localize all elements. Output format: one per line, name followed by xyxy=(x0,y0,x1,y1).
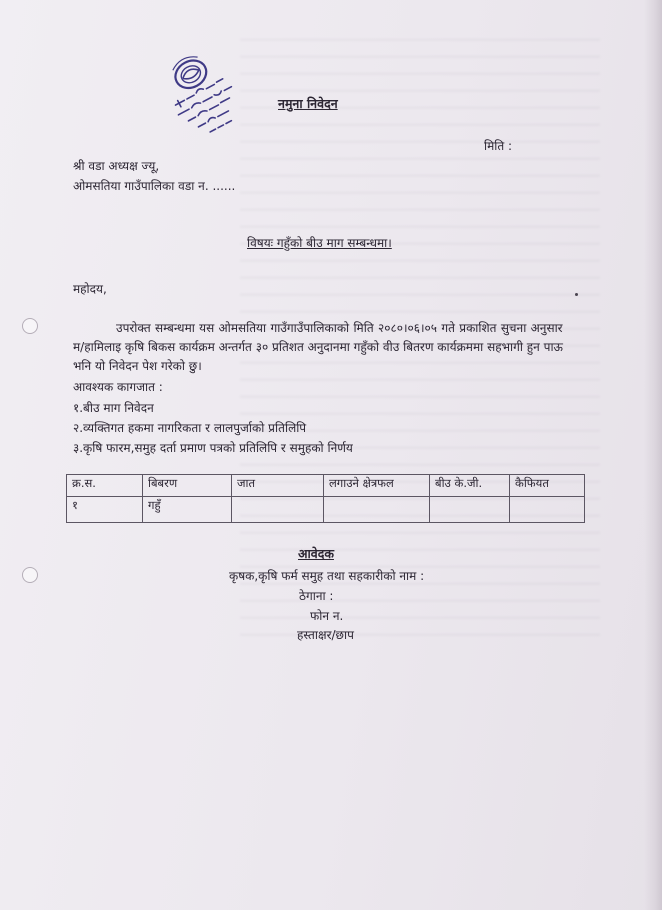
body-line-2: म/हामिलाइ कृषि बिकस कार्यक्रम अन्तर्गत ३० प्रतिशत अनुदानमा गहुँको वीउ बितरण कार्यक्रममा सहभागी हुन पाऊ xyxy=(73,340,563,354)
applicant-signature-label: हस्ताक्षर/छाप xyxy=(297,628,354,642)
page-edge-shadow xyxy=(644,0,662,910)
header-variety: जात xyxy=(232,475,324,497)
cell-planting-area xyxy=(324,497,430,523)
header-description: बिबरण xyxy=(143,475,232,497)
cell-seed-kg xyxy=(430,497,510,523)
cell-description: गहुँ xyxy=(143,497,232,523)
punch-hole-top xyxy=(22,318,38,334)
body-line-1: उपरोक्त सम्बन्धमा यस ओमसतिया गाउँगाउँपालिकाको मिति २०८०।०६।०५ गते प्रकाशित सुचना अनुसार xyxy=(116,321,563,335)
document-item: ३.कृषि फारम,समुह दर्ता प्रमाण पत्रको प्रतिलिपि र समुहको निर्णय xyxy=(73,441,353,455)
applicant-heading: आवेदक xyxy=(298,546,334,561)
header-planting-area: लगाउने क्षेत्रफल xyxy=(324,475,430,497)
salutation: महोदय, xyxy=(73,282,107,296)
documents-heading: आवश्यक कागजात : xyxy=(73,380,163,394)
applicant-name-label: कृषक,कृषि फर्म समुह तथा सहकारीको नाम : xyxy=(229,569,425,583)
cell-remarks xyxy=(510,497,585,523)
header-serial: क्र.स. xyxy=(67,475,143,497)
cell-serial: १ xyxy=(67,497,143,523)
punch-hole-bottom xyxy=(22,567,38,583)
subject-line: विषयः गहुँको बीउ माग सम्बन्धमा। xyxy=(247,236,392,250)
form-title: नमुना निवेदन xyxy=(278,96,338,111)
seed-request-table xyxy=(66,474,585,523)
cell-variety xyxy=(232,497,324,523)
applicant-address-label: ठेगाना : xyxy=(299,589,334,603)
header-seed-kg: बीउ के.जी. xyxy=(430,475,510,497)
addressee-line-2: ओमसतिया गाउँपालिका वडा न. ...... xyxy=(73,179,236,193)
date-label: मिति : xyxy=(484,139,513,153)
table-row xyxy=(67,497,585,523)
office-stamp xyxy=(150,45,254,137)
addressee-line-1: श्री वडा अध्यक्ष ज्यू, xyxy=(73,159,160,173)
ink-speck xyxy=(575,293,578,296)
applicant-phone-label: फोन न. xyxy=(310,609,344,623)
header-remarks: कैफियत xyxy=(510,475,585,497)
body-line-3: भनि यो निवेदन पेश गरेको छु। xyxy=(73,359,202,373)
document-item: १.बीउ माग निवेदन xyxy=(73,401,154,415)
document-item: २.व्यक्तिगत हकमा नागरिकता र लालपुर्जाको प्रतिलिपि xyxy=(73,421,307,435)
table-header-row xyxy=(67,475,585,497)
